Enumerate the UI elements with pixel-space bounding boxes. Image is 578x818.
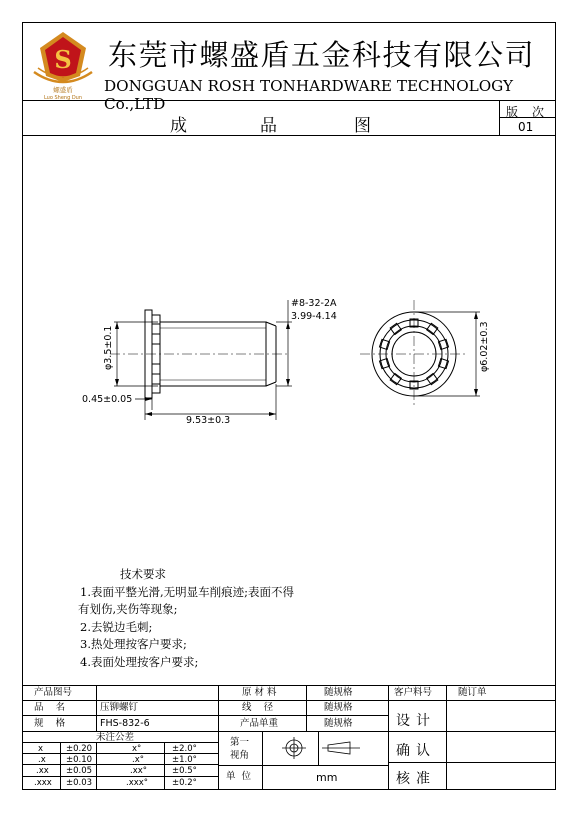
material-label: 原 材 料 <box>242 687 277 698</box>
spec-value: FHS-832-6 <box>100 718 150 729</box>
weight-label: 产品单重 <box>240 718 279 729</box>
confirm-label: 确认 <box>396 743 436 759</box>
divider <box>22 700 388 701</box>
tolerance-value: ±0.10 <box>66 755 93 765</box>
note-item: 有划伤,夹伤等现象; <box>78 602 178 617</box>
approve-label: 核准 <box>396 771 436 787</box>
tolerance-value: ±0.05 <box>66 766 93 776</box>
arrowhead <box>474 389 478 396</box>
tolerance-angle-key: .x° <box>132 755 144 765</box>
unit-label: 单 位 <box>226 771 252 782</box>
weight-value: 随规格 <box>324 718 353 729</box>
note-item: 2.去锐边毛刺; <box>80 619 153 634</box>
wire-label: 线 径 <box>242 702 274 713</box>
arrowhead <box>286 379 290 386</box>
customer-label: 客户料号 <box>394 687 433 698</box>
projection-symbol <box>264 733 384 763</box>
divider <box>60 742 61 790</box>
divider <box>388 731 556 732</box>
wire-value: 随规格 <box>324 702 353 713</box>
tolerance-value: ±0.03 <box>66 778 93 788</box>
thread-spec-label: #8-32-2A <box>291 298 337 309</box>
company-name-en: DONGGUAN ROSH TONHARDWARE TECHNOLOGY Co.,LTD <box>104 77 514 113</box>
divider <box>388 685 389 790</box>
divider <box>96 685 97 731</box>
company-name-cn: 东莞市螺盛盾五金科技有限公司 <box>108 38 536 72</box>
divider <box>446 685 447 790</box>
tolerance-angle-key: .xx° <box>130 766 148 776</box>
doc-title <box>24 107 498 134</box>
technical-notes <box>80 566 294 672</box>
design-label: 设计 <box>396 713 436 729</box>
head-thickness-label: 0.45±0.05 <box>82 394 133 405</box>
unit-value: mm <box>316 771 338 784</box>
arrowhead <box>115 379 119 386</box>
logo-letter: S <box>54 45 72 74</box>
divider <box>218 685 219 790</box>
product-no-label: 产品图号 <box>34 687 73 698</box>
outer-dia-label: φ6.02±0.3 <box>479 321 490 372</box>
tolerance-angle-key: x° <box>132 744 142 754</box>
head-dia-label: φ3.5±0.1 <box>103 325 114 370</box>
tolerance-angle-value: ±0.5° <box>172 766 197 776</box>
part-drawing <box>24 136 554 556</box>
doc-title-char: 品 <box>260 116 277 136</box>
material-value: 随规格 <box>324 687 353 698</box>
side-dimensions <box>114 300 292 420</box>
name-value: 压铆螺钉 <box>100 702 139 713</box>
version-value: 01 <box>518 120 534 134</box>
arrowhead <box>474 312 478 319</box>
divider <box>22 731 388 732</box>
view-label: 第一 <box>230 737 250 748</box>
tolerance-key: .xxx <box>34 778 52 788</box>
customer-value: 随订单 <box>458 687 487 698</box>
divider <box>22 776 218 777</box>
tolerance-key: .xx <box>36 766 49 776</box>
notes-title: 技术要求 <box>120 567 166 581</box>
name-label: 品 名 <box>34 702 66 713</box>
divider <box>388 700 556 701</box>
end-view <box>360 300 468 408</box>
arrowhead <box>145 412 152 416</box>
side-view <box>110 310 290 398</box>
tolerance-value: ±0.20 <box>66 744 93 754</box>
tolerance-label: 未注公差 <box>96 732 135 743</box>
thread-length-label: 3.99-4.14 <box>291 311 337 322</box>
tolerance-angle-value: ±0.2° <box>172 778 197 788</box>
chamfer-line <box>266 382 276 386</box>
divider <box>262 765 263 790</box>
doc-title-char: 图 <box>354 116 371 136</box>
divider <box>306 685 307 731</box>
tolerance-angle-key: .xxx° <box>126 778 149 788</box>
tolerance-angle-value: ±2.0° <box>172 744 197 754</box>
logo-caption: 螺盛盾 <box>53 86 73 94</box>
note-item: 1.表面平整光滑,无明显车削痕迹;表面不得 <box>80 584 295 599</box>
divider <box>388 762 556 763</box>
spec-label: 规 格 <box>34 718 66 729</box>
divider <box>22 715 388 716</box>
note-item: 3.热处理按客户要求; <box>80 637 187 652</box>
tolerance-key: .x <box>38 755 46 765</box>
tolerance-angle-value: ±1.0° <box>172 755 197 765</box>
arrowhead <box>286 322 290 329</box>
divider <box>22 685 556 686</box>
divider <box>164 742 165 790</box>
divider <box>218 765 388 766</box>
arrowhead <box>269 412 276 416</box>
divider <box>22 100 556 101</box>
note-item: 4.表面处理按客户要求; <box>80 654 199 669</box>
total-length-label: 9.53±0.3 <box>186 415 231 426</box>
divider <box>262 731 263 765</box>
chamfer-line <box>266 322 276 326</box>
tolerance-key: x <box>38 744 44 754</box>
divider <box>96 742 97 790</box>
arrowhead <box>115 322 119 329</box>
doc-title-char: 成 <box>170 116 187 136</box>
logo-caption-en: Luo Sheng Dun <box>43 95 83 100</box>
company-logo <box>30 28 96 100</box>
view-label: 视角 <box>230 750 250 761</box>
version-label: 版次 <box>506 105 559 119</box>
